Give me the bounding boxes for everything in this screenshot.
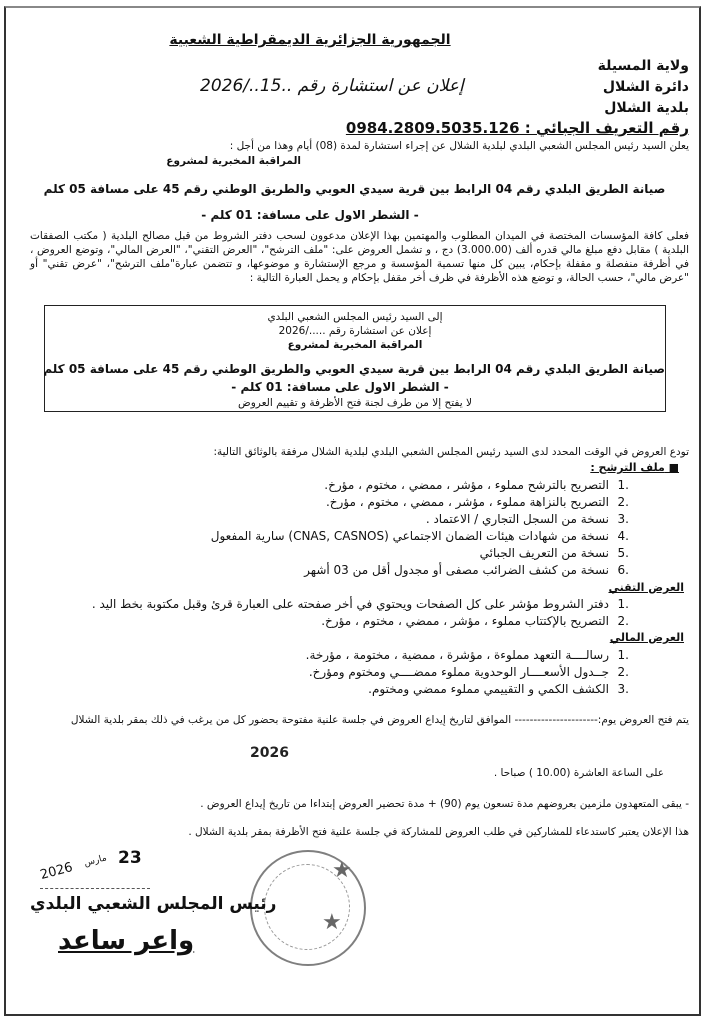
section-title: - الشطر الاول على مسافة: 01 كلم - <box>201 208 419 222</box>
envelope-project-label: المراقبة المخبرية لمشروع <box>287 339 423 351</box>
opening-text: يتم فتح العروض يوم:---------------------- الموافق لتاريخ إيداع العروض في جلسة علنية مفتوحة بحضور كل من يرغب في ذلك بمقر بلدية الشلال <box>70 714 689 726</box>
signature-name: واعر ساعد <box>58 926 195 956</box>
financial-title: العرض المالي <box>609 631 684 644</box>
candidacy-list <box>211 477 629 579</box>
daira: دائرة الشلال <box>602 79 689 95</box>
signature-line <box>40 888 150 889</box>
signature-day: 23 <box>118 848 142 868</box>
signature-year: 2026 <box>38 859 75 884</box>
envelope-note: لا يفتح إلا من طرف لجنة فتح الأظرفة و تقييم العروض <box>238 397 472 409</box>
list-item: .2التصريح بالإكتتاب مملوء ، مؤشر ، ممضي ، مختوم ، مؤرخ. <box>321 614 629 628</box>
technical-title: العرض التقني <box>608 581 684 594</box>
list-item: .5نسخة من التعريف الجبائي <box>479 546 629 560</box>
envelope-project-title: صيانة الطريق البلدي رقم 04 الرابط بين قرية سيدي العوبي والطريق الوطني رقم 45 على مسافة 05 كلم <box>43 362 665 376</box>
envelope-box <box>44 305 666 412</box>
signature-title: رئيس المجلس الشعبي البلدي <box>30 894 277 914</box>
list-item: .1التصريح بالترشح مملوء ، مؤشر ، ممضي ، مختوم ، مؤرخ. <box>324 478 629 492</box>
candidacy-title-text: ملف الترشح : <box>590 461 665 474</box>
financial-list <box>306 647 629 698</box>
signature-month: مارس <box>83 853 108 869</box>
closing-text: هذا الإعلان يعتبر كاستدعاء للمشاركين في طلب العروض للمشاركة في جلسة علنية فتح الأظرفة بمقر بلدية الشلال . <box>188 826 689 838</box>
republic-title: الجمهورية الجزائرية الديمقراطية الشعبية <box>169 32 451 48</box>
list-item: .1دفتر الشروط مؤشر على كل الصفحات ويحتوي في أخر صفحته على العبارة قرئ وقبل مكتوبة بخط اليد . <box>91 597 629 611</box>
announcement-title: إعلان عن استشارة رقم ..15../2026 <box>200 76 464 96</box>
body-paragraph: فعلى كافة المؤسسات المختصة في الميدان المطلوب والمهتمين بهذا الإعلان مدعوون لسحب دفتر الشروط من قبل مصالح البلدية ( مكتب الصفقات البلدية ) مقابل دفع مبلغ مالي قدره ألف (3.000.00) دج ، و تشمل العروض على: "ملف الترشح"، "العرض التقني"، "العرض المالي"، وتوضع العروض ، في أظرفة منفصلة و مقفلة بإحكام، يبين كل منها تسمية المؤسسة و مرجع الإستشارة و موضوعها، و تتضمن عبارة"ملف الترشح"، "عرض تقني" أو "عرض مالي"، حسب الحالة، و توضع هذه الأظرفة في ظرف أخر مقفل بإحكام و يحمل العبارة التالية : <box>30 230 689 284</box>
validity-text: - يبقى المتعهدون ملزمين بعروضهم مدة تسعون يوم (90) + مدة تحضير العروض إبتداءا من تاريخ إيداع العروض . <box>200 798 689 810</box>
candidacy-title: ■ ملف الترشح : <box>590 461 679 474</box>
envelope-ref: إعلان عن استشارة رقم ...../2026 <box>278 325 432 337</box>
deposit-text: تودع العروض في الوقت المحدد لدى السيد رئيس المجلس الشعبي البلدي لبلدية الشلال مرفقة بالوثائق التالية: <box>213 446 689 458</box>
list-item: .3نسخة من السجل التجاري / الاعتماد . <box>425 512 629 526</box>
intro-text: يعلن السيد رئيس المجلس الشعبي البلدي لبلدية الشلال عن إجراء استشارة لمدة (08) أيام وهذا من أجل : <box>229 140 689 152</box>
envelope-to: إلى السيد رئيس المجلس الشعبي البلدي <box>267 311 443 323</box>
list-item: .6نسخة من كشف الضرائب مصفى أو مجدول أقل من 03 أشهر <box>304 563 629 577</box>
handwritten-date: 2026 <box>250 745 289 761</box>
technical-list <box>92 596 629 630</box>
envelope-section: - الشطر الاول على مسافة: 01 كلم - <box>231 380 449 394</box>
list-item: .1رسالــــة التعهد مملوءة ، مؤشرة ، ممضية ، مختومة ، مؤرخة. <box>305 648 629 662</box>
wilaya: ولاية المسيلة <box>597 58 689 74</box>
tax-id: رقم التعريف الجبائي : 0984.2809.5035.126 <box>345 119 689 137</box>
list-item: .4نسخة من شهادات هيئات الضمان الاجتماعي (CNAS, CASNOS) سارية المفعول <box>210 529 629 543</box>
seal-star-icon: ★ <box>332 858 352 883</box>
commune: بلدية الشلال <box>604 100 689 116</box>
project-label: المراقبة المخبرية لمشروع <box>166 155 301 167</box>
list-item: .3الكشف الكمي و التقييمي مملوء ممضي ومختوم. <box>368 682 629 696</box>
list-item: .2جــدول الأسعــــار الوحدوية مملوء ممضــــي ومختوم ومؤرخ. <box>308 665 629 679</box>
list-item: .2التصريح بالنزاهة مملوء ، مؤشر ، ممضي ، مختوم ، مؤرخ. <box>325 495 629 509</box>
opening-time: على الساعة العاشرة (10.00 ) صباحا . <box>493 767 664 779</box>
seal-star-icon: ★ <box>322 910 342 935</box>
project-title: صيانة الطريق البلدي رقم 04 الرابط بين قرية سيدي العوبي والطريق الوطني رقم 45 على مسافة 05 كلم <box>43 182 666 196</box>
